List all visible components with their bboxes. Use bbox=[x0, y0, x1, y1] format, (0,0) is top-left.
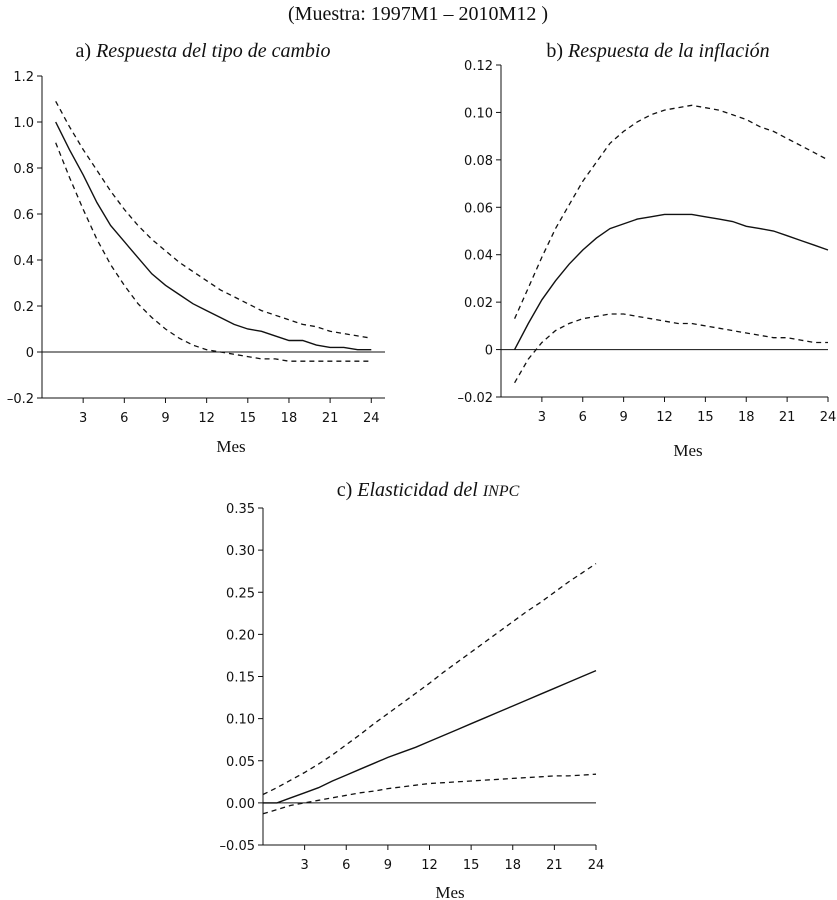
panel-b-ytick-label: 0.08 bbox=[464, 153, 493, 169]
panel-b-xtick-label: 12 bbox=[656, 410, 673, 425]
panel-a-xlabel: Mes bbox=[216, 437, 246, 456]
panel-a bbox=[7, 40, 385, 456]
panel-a-title-prefix: a) bbox=[75, 40, 97, 62]
panel-a-xtick-label: 6 bbox=[120, 411, 129, 426]
panel-b-plot bbox=[458, 59, 837, 425]
panel-a-xtick-label: 9 bbox=[161, 411, 170, 426]
panel-c bbox=[220, 479, 605, 900]
panel-a-ytick-label: 1.2 bbox=[13, 70, 34, 85]
panel-c-xtick-label: 9 bbox=[383, 858, 393, 873]
panel-a-series-lower-band bbox=[56, 143, 372, 362]
panel-c-plot bbox=[220, 502, 605, 873]
panel-a-ytick-label: 0.8 bbox=[13, 162, 34, 177]
panel-c-title-prefix: c) bbox=[336, 479, 358, 501]
panel-c-ytick-label: 0.25 bbox=[226, 586, 255, 602]
panel-a-xtick-label: 3 bbox=[79, 411, 88, 426]
panel-c-series-lower-band bbox=[263, 774, 596, 814]
panel-c-ytick-label: 0.10 bbox=[226, 712, 255, 728]
panel-c-xtick-label: 21 bbox=[546, 858, 563, 873]
panel-a-ytick-label: 0.2 bbox=[13, 300, 34, 315]
panel-b-xtick-label: 9 bbox=[619, 410, 628, 425]
panel-b-xtick-label: 15 bbox=[697, 410, 714, 425]
panel-b-xtick-label: 6 bbox=[578, 410, 587, 425]
panel-b-series-lower-band bbox=[515, 314, 828, 383]
panel-a-xtick-label: 21 bbox=[321, 411, 339, 426]
panel-a-title bbox=[76, 40, 331, 62]
panel-a-ytick-label: 0.6 bbox=[13, 208, 34, 223]
panel-b-xtick-label: 21 bbox=[778, 410, 796, 425]
panel-c-xtick-label: 6 bbox=[342, 858, 351, 873]
panel-a-series-upper-band bbox=[56, 101, 372, 338]
panel-b bbox=[458, 40, 837, 460]
panel-b-xtick-label: 18 bbox=[737, 410, 755, 425]
panel-c-ytick-label: 0.20 bbox=[226, 628, 255, 644]
panel-a-series-response bbox=[56, 122, 372, 350]
panel-c-xtick-label: 3 bbox=[300, 858, 309, 873]
panel-c-ytick-label: 0.00 bbox=[226, 796, 255, 812]
panel-b-title-text: Respuesta de la inflación bbox=[568, 40, 770, 62]
panel-a-title-text: Respuesta del tipo de cambio bbox=[96, 40, 331, 62]
panel-b-ytick-label: 0 bbox=[484, 343, 493, 359]
panel-c-series-response bbox=[263, 671, 596, 803]
panel-b-ytick-label: 0.02 bbox=[464, 296, 493, 312]
panel-b-xtick-label: 3 bbox=[537, 410, 547, 425]
panel-c-ytick-label: 0.30 bbox=[226, 544, 255, 560]
panel-b-series-upper-band bbox=[515, 105, 828, 318]
panel-b-ytick-label: 0.12 bbox=[464, 59, 493, 74]
panel-b-ytick-label: –0.02 bbox=[457, 391, 493, 406]
panel-a-ytick-label: 0 bbox=[25, 346, 34, 361]
panel-a-xtick-label: 24 bbox=[363, 411, 380, 426]
panel-c-ytick-label: 0.15 bbox=[226, 670, 255, 686]
panel-a-xtick-label: 12 bbox=[198, 411, 215, 426]
panel-a-xtick-label: 15 bbox=[239, 411, 257, 426]
panel-b-ytick-label: 0.10 bbox=[464, 106, 493, 122]
panel-c-xtick-label: 24 bbox=[587, 858, 605, 873]
panel-b-title bbox=[546, 40, 769, 62]
panel-b-ytick-label: 0.04 bbox=[464, 248, 493, 264]
panel-c-ytick-label: 0.35 bbox=[226, 502, 255, 517]
panel-b-series-response bbox=[515, 214, 828, 349]
panel-a-plot bbox=[7, 70, 385, 426]
panel-c-title-inpc: INPC bbox=[482, 483, 520, 500]
figure-header: (Muestra: 1997M1 – 2010M12 ) bbox=[288, 3, 548, 25]
panel-c-xlabel: Mes bbox=[435, 883, 465, 900]
panel-b-xtick-label: 24 bbox=[819, 410, 837, 425]
panel-c-xtick-label: 18 bbox=[504, 858, 522, 873]
panel-a-xtick-label: 18 bbox=[280, 411, 298, 426]
panel-c-ytick-label: 0.05 bbox=[226, 754, 255, 770]
panel-b-title-prefix: b) bbox=[546, 40, 569, 62]
panel-c-xtick-label: 15 bbox=[462, 858, 480, 873]
panel-a-ytick-label: 1.0 bbox=[13, 116, 34, 131]
panel-b-ytick-label: 0.06 bbox=[464, 201, 493, 217]
panel-a-ytick-label: 0.4 bbox=[13, 254, 34, 269]
panel-c-title-text: Elasticidad del bbox=[357, 479, 483, 501]
panel-c-xtick-label: 12 bbox=[421, 858, 438, 873]
panel-a-ytick-label: –0.2 bbox=[6, 392, 34, 407]
panel-b-xlabel: Mes bbox=[673, 441, 703, 460]
panel-c-title bbox=[337, 479, 520, 501]
panel-c-ytick-label: –0.05 bbox=[219, 839, 255, 854]
panel-c-series-upper-band bbox=[263, 564, 596, 795]
